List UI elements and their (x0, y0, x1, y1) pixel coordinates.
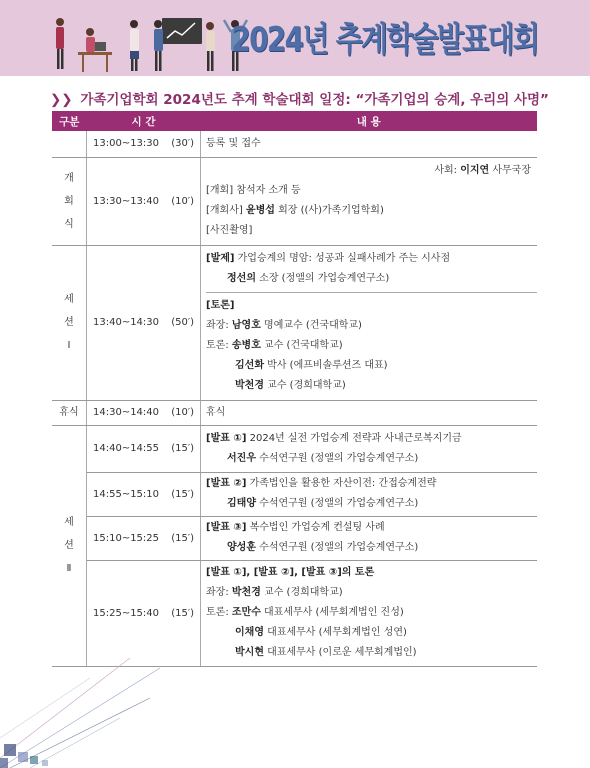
column-header-category: 구분 (52, 111, 87, 131)
table-row (52, 131, 537, 157)
content-cell: [발표 ①], [발표 ②], [발표 ③]의 토론 좌장: 박천경 교수 (경희대학교) 토론: 조만수 대표세무사 (세무회계법인 진성) 이채영 대표세무사 (세무회계법인 성연) 박시현 대표세무사 (이로운 세무회계법인) (201, 560, 538, 666)
time-cell: 15:10~15:25 (15′) (87, 516, 201, 560)
table-row (52, 245, 537, 400)
header-banner (0, 0, 590, 76)
table-row (52, 516, 537, 560)
content-cell: [발표 ①] 2024년 실전 가업승계 전략과 사내근로복지기금 서진우 수석연구원 (정앨의 가업승계연구소) (201, 425, 538, 472)
table-row (52, 400, 537, 425)
host-line: 사회: 이지연 사무국장 (434, 165, 531, 176)
content-cell: 사회: 이지연 사무국장 [개회] 참석자 소개 등 [개회사] 윤병섭 회장 ((사)가족기업학회) [사진촬영] (201, 157, 538, 245)
time-cell: 15:25~15:40 (15′) (87, 560, 201, 666)
time-cell: 13:00~13:30 (30′) (87, 131, 201, 157)
time-cell: 13:40~14:30 (50′) (87, 245, 201, 400)
time-cell: 13:30~13:40 (10′) (87, 157, 201, 245)
table-header-row (52, 111, 537, 131)
category-cell: 세 션 Ⅱ (52, 425, 87, 666)
time-cell: 14:40~14:55 (15′) (87, 425, 201, 472)
content-cell: [발표 ②] 가족법인을 활용한 자산이전: 간접승계전략 김태양 수석연구원 (정앨의 가업승계연구소) (201, 472, 538, 516)
content-cell: 휴식 (201, 400, 538, 425)
time-cell: 14:55~15:10 (15′) (87, 472, 201, 516)
office-people-illustration (50, 14, 250, 74)
column-header-content: 내 용 (201, 111, 538, 131)
category-cell (52, 131, 87, 157)
discussion-block: [토론] 좌장: 남영호 명예교수 (건국대학교) 토론: 송병호 교수 (건국대학교) 김선화 박사 (에프비솔루션즈 대표) 박천경 교수 (경희대학교) (206, 292, 537, 396)
table-row (52, 425, 537, 472)
abstract-lines-decoration (0, 658, 160, 768)
category-cell: 개 회 식 (52, 157, 87, 245)
category-cell: 세 션 Ⅰ (52, 245, 87, 400)
double-chevron-icon: ❯❯ (50, 92, 73, 108)
content-cell: 등록 및 접수 (201, 131, 538, 157)
table-row (52, 157, 537, 245)
time-cell: 14:30~14:40 (10′) (87, 400, 201, 425)
schedule-heading (50, 88, 549, 108)
banner-title: 2024년 추계학술발표대회 (231, 20, 538, 60)
heading-text: 가족기업학회 2024년도 추계 학술대회 일정: “가족기업의 승계, 우리의 사명” (80, 92, 549, 108)
table-row (52, 560, 537, 666)
schedule-table (52, 111, 537, 667)
content-cell: [발제] 가업승계의 명암: 성공과 실패사례가 주는 시사점 정선의 소장 (정앨의 가업승계연구소) [토론] 좌장: 남영호 명예교수 (건국대학교) 토론: 송병호 교수 (건국대학교) 김선화 박사 (에프비솔루션즈 대표) 박천경 교수 (경희대학교) (201, 245, 538, 400)
table-row (52, 472, 537, 516)
category-cell: 휴식 (52, 400, 87, 425)
column-header-time: 시 간 (87, 111, 201, 131)
content-cell: [발표 ③] 복수법인 가업승계 컨설팅 사례 양성훈 수석연구원 (정앨의 가업승계연구소) (201, 516, 538, 560)
